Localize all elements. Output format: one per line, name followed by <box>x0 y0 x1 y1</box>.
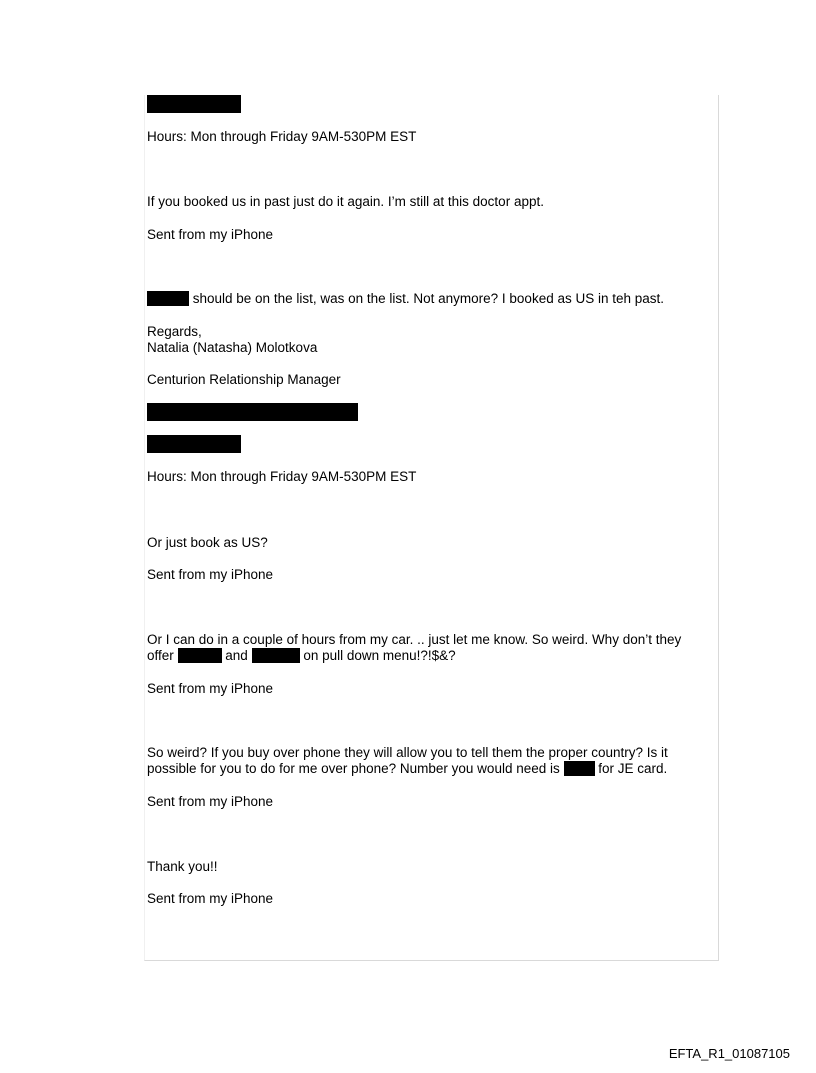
redaction-block <box>252 648 300 663</box>
message-fragment: for JE card. <box>594 761 668 776</box>
signature-sent-from-iphone: Sent from my iPhone <box>147 794 274 809</box>
redaction-block <box>147 95 241 113</box>
message-text: Thank you!! <box>147 859 218 874</box>
message-text: Or just book as US? <box>147 535 268 550</box>
signature-sent-from-iphone: Sent from my iPhone <box>147 681 274 696</box>
email-thread-frame <box>144 95 719 961</box>
document-id: EFTA_R1_01087105 <box>668 1046 790 1061</box>
message-text: So weird? If you buy over phone they will allow you to tell them the proper country? Is it <box>147 745 668 760</box>
message-fragment: and <box>221 648 252 663</box>
message-fragment: on pull down menu!?!$&? <box>299 648 456 663</box>
regards-text: Regards, <box>147 324 202 339</box>
redaction-block <box>147 403 358 421</box>
message-fragment: offer <box>147 648 178 663</box>
signer-title: Centurion Relationship Manager <box>147 372 341 387</box>
office-hours-text: Hours: Mon through Friday 9AM-530PM EST <box>147 129 417 144</box>
message-text <box>147 291 664 307</box>
message-text <box>147 761 667 777</box>
signature-sent-from-iphone: Sent from my iPhone <box>147 567 274 582</box>
signer-name: Natalia (Natasha) Molotkova <box>147 340 318 355</box>
redaction-block <box>178 648 222 663</box>
message-fragment: possible for you to do for me over phone? Number you would need is <box>147 761 564 776</box>
message-text <box>147 648 456 664</box>
redaction-block <box>564 761 595 776</box>
redaction-block <box>147 291 189 306</box>
office-hours-text: Hours: Mon through Friday 9AM-530PM EST <box>147 469 417 484</box>
signature-sent-from-iphone: Sent from my iPhone <box>147 891 274 906</box>
redaction-block <box>147 435 241 453</box>
signature-sent-from-iphone: Sent from my iPhone <box>147 227 274 242</box>
message-fragment: should be on the list, was on the list. Not anymore? I booked as US in teh past. <box>189 291 665 306</box>
message-text: Or I can do in a couple of hours from my car. .. just let me know. So weird. Why don’t they <box>147 632 682 647</box>
message-text: If you booked us in past just do it again. I’m still at this doctor appt. <box>147 194 544 209</box>
